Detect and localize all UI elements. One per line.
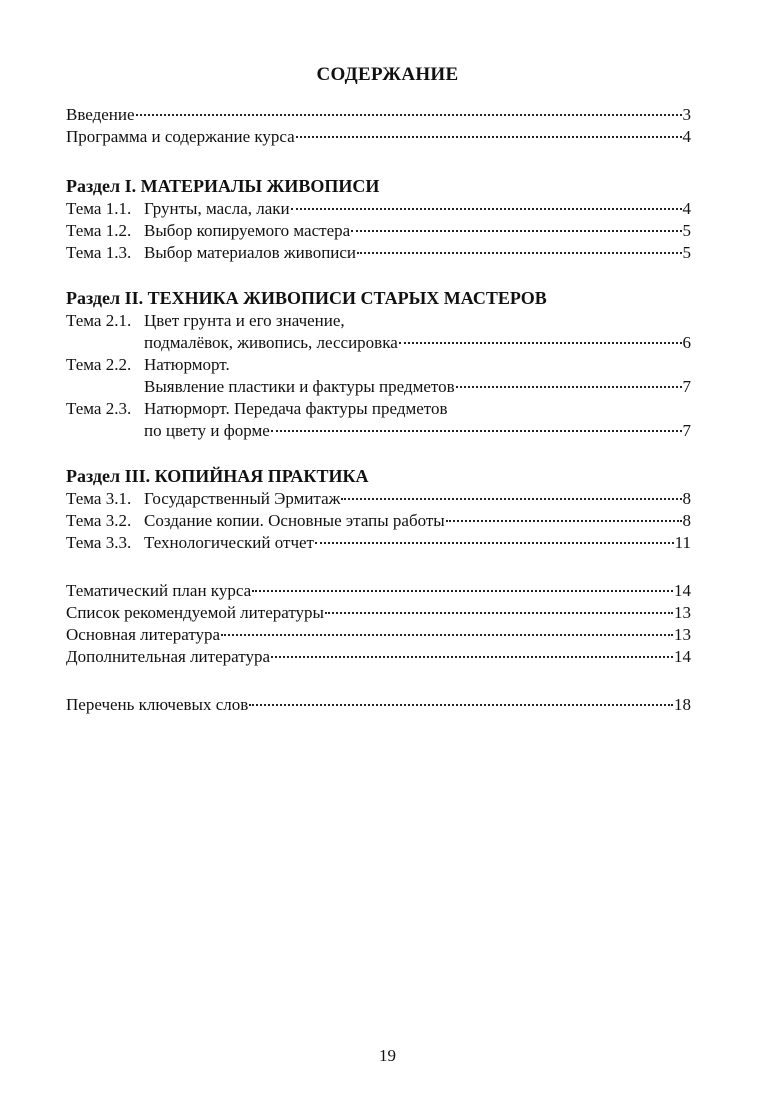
table-of-contents bbox=[66, 104, 691, 716]
toc-page-number: 8 bbox=[682, 489, 691, 508]
topic-number: Тема 3.1. bbox=[66, 489, 132, 508]
toc-entry-text: подмалёвок, живопись, лессировка bbox=[144, 333, 398, 352]
toc-entry-topic-line2[interactable] bbox=[66, 332, 691, 354]
section-heading-1: Раздел I. МАТЕРИАЛЫ ЖИВОПИСИ bbox=[66, 176, 380, 196]
toc-entry-text: Список рекомендуемой литературы bbox=[66, 603, 324, 622]
toc-entry-topic-line1[interactable] bbox=[66, 310, 691, 332]
toc-page-number: 5 bbox=[682, 243, 691, 262]
toc-entry-program[interactable] bbox=[66, 126, 691, 148]
toc-entry-topic[interactable] bbox=[66, 532, 691, 554]
dot-leader bbox=[271, 430, 682, 432]
toc-entry-text: Основная литература bbox=[66, 625, 221, 644]
toc-page-number: 13 bbox=[674, 625, 691, 644]
dot-leader bbox=[357, 252, 681, 254]
toc-entry-main-literature[interactable] bbox=[66, 624, 691, 646]
dot-leader bbox=[325, 612, 673, 614]
toc-page-number: 4 bbox=[682, 127, 691, 146]
section-heading-3: Раздел III. КОПИЙНАЯ ПРАКТИКА bbox=[66, 466, 369, 486]
toc-entry-text: Государственный Эрмитаж bbox=[144, 489, 341, 508]
toc-page-number: 14 bbox=[674, 581, 691, 600]
toc-page-number: 7 bbox=[682, 421, 691, 440]
toc-entry-text: Выявление пластики и фактуры предметов bbox=[144, 377, 455, 396]
dot-leader bbox=[351, 230, 681, 232]
toc-entry-text: Технологический отчет bbox=[144, 533, 314, 552]
topic-number: Тема 3.3. bbox=[66, 533, 132, 552]
toc-entry-text: Перечень ключевых слов bbox=[66, 695, 249, 714]
spacer bbox=[66, 442, 691, 464]
dot-leader bbox=[399, 342, 682, 344]
topic-number: Тема 2.1. bbox=[66, 311, 132, 330]
page-number: 19 bbox=[379, 1046, 396, 1065]
toc-entry-topic-line1[interactable] bbox=[66, 354, 691, 376]
dot-leader bbox=[315, 542, 674, 544]
dot-leader bbox=[291, 208, 682, 210]
toc-page-number: 11 bbox=[674, 533, 691, 552]
toc-entry-text: Грунты, масла, лаки bbox=[144, 199, 290, 218]
toc-entry-text: Выбор материалов живописи bbox=[144, 243, 357, 262]
toc-entry-text: по цвету и форме bbox=[144, 421, 270, 440]
toc-page-number: 3 bbox=[682, 105, 691, 124]
toc-page-number: 6 bbox=[682, 333, 691, 352]
dot-leader bbox=[341, 498, 681, 500]
toc-entry-topic-line1[interactable] bbox=[66, 398, 691, 420]
toc-entry-topic-line2[interactable] bbox=[66, 420, 691, 442]
toc-page-number: 5 bbox=[682, 221, 691, 240]
dot-leader bbox=[249, 704, 673, 706]
toc-entry-text: Создание копии. Основные этапы работы bbox=[144, 511, 445, 530]
toc-entry-plan[interactable] bbox=[66, 580, 691, 602]
dot-leader bbox=[221, 634, 673, 636]
dot-leader bbox=[136, 114, 682, 116]
toc-entry-additional-literature[interactable] bbox=[66, 646, 691, 668]
topic-number: Тема 1.1. bbox=[66, 199, 132, 218]
section-heading-2: Раздел II. ТЕХНИКА ЖИВОПИСИ СТАРЫХ МАСТЕРОВ bbox=[66, 288, 547, 308]
toc-page-number: 13 bbox=[674, 603, 691, 622]
dot-leader bbox=[271, 656, 673, 658]
toc-entry-text: Дополнительная литература bbox=[66, 647, 270, 666]
toc-entry-text: Тематический план курса bbox=[66, 581, 252, 600]
toc-entry-text: Натюрморт. Передача фактуры предметов bbox=[144, 399, 448, 418]
dot-leader bbox=[296, 136, 682, 138]
toc-entry-topic[interactable] bbox=[66, 510, 691, 532]
topic-number: Тема 2.2. bbox=[66, 355, 132, 374]
spacer bbox=[66, 148, 691, 174]
toc-page-number: 4 bbox=[682, 199, 691, 218]
toc-entry-text: Выбор копируемого мастера bbox=[144, 221, 351, 240]
toc-entry-text: Введение bbox=[66, 105, 135, 124]
toc-entry-topic[interactable] bbox=[66, 198, 691, 220]
toc-entry-text: Цвет грунта и его значение, bbox=[144, 311, 345, 330]
toc-entry-topic[interactable] bbox=[66, 242, 691, 264]
dot-leader bbox=[252, 590, 673, 592]
toc-entry-topic[interactable] bbox=[66, 220, 691, 242]
spacer bbox=[66, 668, 691, 694]
toc-entry-keywords[interactable] bbox=[66, 694, 691, 716]
page-title: СОДЕРЖАНИЕ bbox=[316, 64, 459, 85]
toc-page-number: 14 bbox=[674, 647, 691, 666]
toc-entry-intro[interactable] bbox=[66, 104, 691, 126]
toc-entry-text: Натюрморт. bbox=[144, 355, 230, 374]
topic-number: Тема 3.2. bbox=[66, 511, 132, 530]
toc-entry-literature[interactable] bbox=[66, 602, 691, 624]
toc-page-number: 7 bbox=[682, 377, 691, 396]
dot-leader bbox=[446, 520, 682, 522]
toc-entry-topic-line2[interactable] bbox=[66, 376, 691, 398]
toc-page-number: 18 bbox=[674, 695, 691, 714]
toc-entry-topic[interactable] bbox=[66, 488, 691, 510]
toc-entry-text: Программа и содержание курса bbox=[66, 127, 295, 146]
dot-leader bbox=[456, 386, 682, 388]
spacer bbox=[66, 264, 691, 286]
topic-number: Тема 1.2. bbox=[66, 221, 132, 240]
topic-number: Тема 1.3. bbox=[66, 243, 132, 262]
toc-page-number: 8 bbox=[682, 511, 691, 530]
spacer bbox=[66, 554, 691, 580]
topic-number: Тема 2.3. bbox=[66, 399, 132, 418]
